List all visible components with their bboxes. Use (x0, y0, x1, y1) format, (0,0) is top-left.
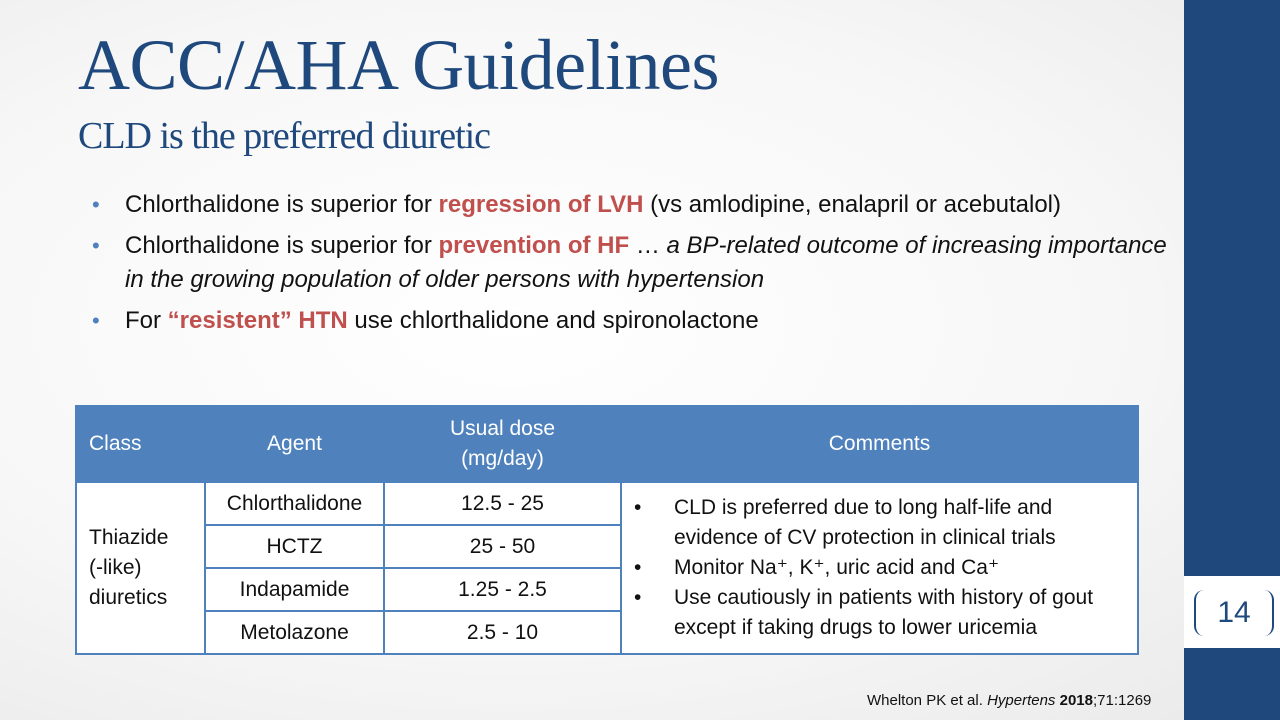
agent-cell: Chlorthalidone (205, 482, 384, 525)
agent-cell: HCTZ (205, 525, 384, 568)
table-row (76, 482, 1138, 525)
header-usual-dose: Usual dose (mg/day) (384, 406, 621, 482)
bullet-item (90, 304, 1170, 338)
page-number: 14 (1194, 590, 1274, 636)
dose-cell: 1.25 - 2.5 (384, 568, 621, 611)
header-comments: Comments (621, 406, 1138, 482)
comment-item: • Monitor Na⁺, K⁺, uric acid and Ca⁺ (634, 556, 1000, 579)
agent-cell: Metolazone (205, 611, 384, 654)
bullet-text: use chlorthalidone and spironolactone (347, 307, 759, 334)
agent-cell: Indapamide (205, 568, 384, 611)
bullet-icon: • (92, 233, 100, 258)
bullet-list (90, 188, 1170, 345)
class-cell: Thiazide (-like) diuretics (76, 482, 205, 654)
header-agent: Agent (205, 406, 384, 482)
bullet-text: (vs amlodipine, enalapril or acebutalol) (643, 191, 1061, 218)
bullet-italic: a BP-related outcome of increasing importance in the growing population of older persons with hypertension (125, 232, 1167, 293)
table-header-row (76, 406, 1138, 482)
bullet-icon: • (92, 308, 100, 333)
bullet-highlight: regression of LVH (438, 191, 644, 218)
comment-item: • Use cautiously in patients with history of gout except if taking drugs to lower uricemia (634, 586, 1094, 639)
bullet-icon: • (92, 192, 100, 217)
dose-cell: 25 - 50 (384, 525, 621, 568)
citation: Whelton PK et al. Hypertens 2018;71:1269 (867, 692, 1152, 709)
bullet-highlight: “resistent” HTN (167, 307, 348, 334)
bullet-item (90, 229, 1170, 297)
header-class: Class (76, 406, 205, 482)
slide-subtitle: CLD is the preferred diuretic (78, 115, 491, 157)
slide-title: ACC/AHA Guidelines (78, 25, 720, 105)
diuretic-dose-table (75, 405, 1139, 655)
dose-cell: 12.5 - 25 (384, 482, 621, 525)
bullet-highlight: prevention of HF (438, 232, 630, 259)
bullet-text: Chlorthalidone is superior for (125, 191, 439, 218)
comment-item: • CLD is preferred due to long half-life and evidence of CV protection in clinical trials (634, 496, 1056, 549)
dose-cell: 2.5 - 10 (384, 611, 621, 654)
bullet-text: For (125, 307, 168, 334)
bullet-text: … (629, 232, 667, 259)
comments-cell (621, 482, 1138, 654)
bullet-item (90, 188, 1170, 222)
bullet-text: Chlorthalidone is superior for (125, 232, 439, 259)
